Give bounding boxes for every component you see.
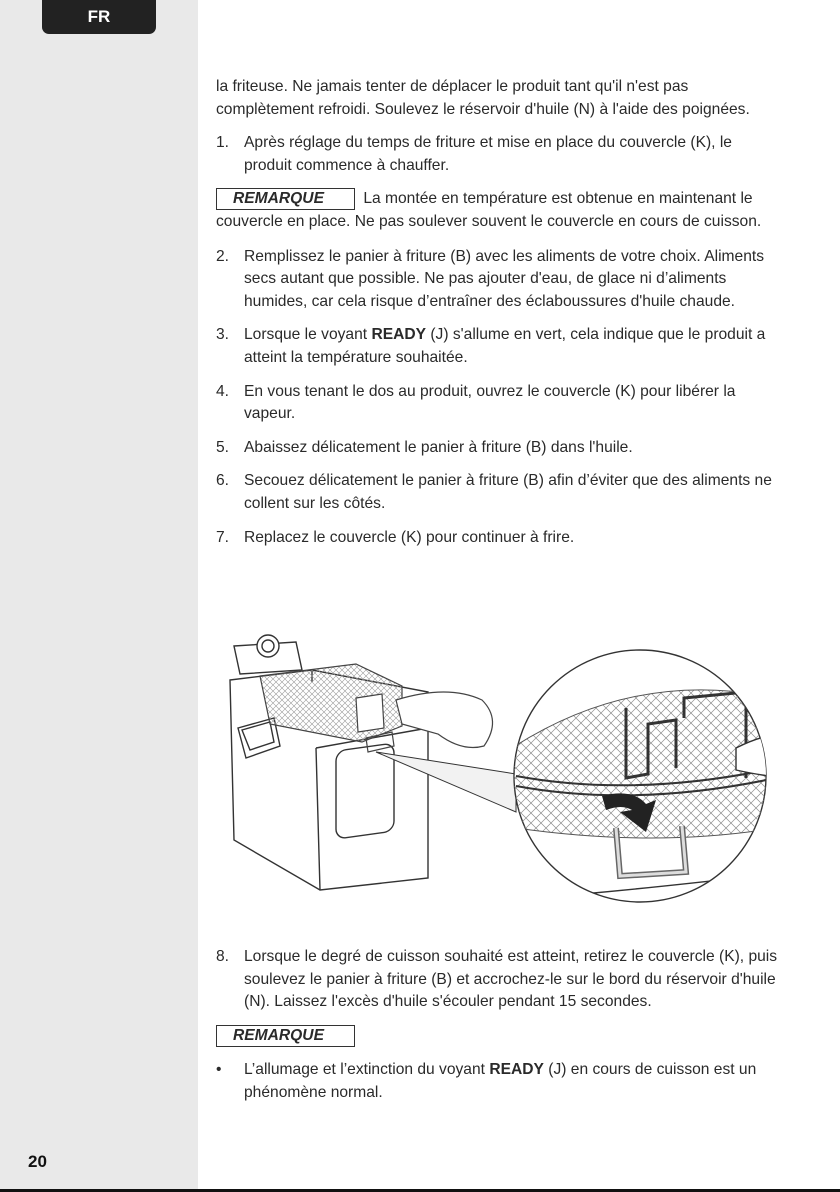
main-text-continued: [216, 946, 782, 1105]
language-label: FR: [87, 7, 111, 26]
step-3: [216, 324, 782, 369]
step-number: 1.: [216, 134, 230, 152]
step-text: En vous tenant le dos au produit, ouvrez le couvercle (K) pour libérer la vapeur.: [244, 382, 736, 423]
step-text: Replacez le couvercle (K) pour continuer à frire.: [244, 528, 575, 546]
left-margin-band: [0, 0, 198, 1192]
step-number: 3.: [216, 326, 230, 344]
step-text: [244, 324, 782, 369]
bullet-text-part: L’allumage et l’extinction du voyant: [244, 1061, 490, 1079]
intro-paragraph: la friteuse. Ne jamais tenter de déplacer le produit tant qu'il n'est pas complètement refroidi. Soulevez le réservoir d'huile (N) à l'aide des poignées.: [216, 78, 750, 118]
bullet-symbol: •: [216, 1061, 222, 1079]
step-number: 8.: [216, 948, 230, 965]
language-tab: [42, 0, 156, 34]
detail-magnifier: [512, 650, 782, 918]
step-text: Après réglage du temps de friture et mise en place du couvercle (K), le produit commence à chauffer.: [244, 134, 732, 174]
step-number: 7.: [216, 528, 230, 546]
step-text: Abaissez délicatement le panier à friture (B) dans l'huile.: [244, 438, 633, 456]
step-7: [216, 527, 782, 550]
note-paragraph: [216, 188, 782, 233]
bullet-text-part: (J) en cours de cuisson est un phénomène normal.: [244, 1061, 757, 1101]
main-text: [216, 76, 782, 560]
step-8: [216, 946, 782, 1014]
ready-label: READY: [371, 326, 427, 344]
step-number: 5.: [216, 438, 230, 456]
note-label-box: REMARQUE: [216, 1025, 355, 1047]
step-2: [216, 246, 782, 314]
step-5: [216, 437, 782, 460]
bullet-item: [216, 1059, 782, 1104]
page-number: 20: [28, 1152, 47, 1171]
step-6: [216, 470, 782, 515]
step-text-part: (J) s'allume en vert, cela indique que le produit a atteint la température souhaitée.: [244, 326, 766, 366]
note-text: La montée en température est obtenue en maintenant le couvercle en place. Ne pas soulever souvent le couvercle en cours de cuisson.: [216, 190, 762, 230]
step-number: 6.: [216, 472, 230, 490]
step-text: Lorsque le degré de cuisson souhaité est atteint, retirez le couvercle (K), puis soulevez le panier à friture (B) et accrochez-le sur le bord du réservoir d'huile (N). Laissez l'excès d'huile s'écouler pendant 15 secondes.: [244, 948, 778, 1011]
note-label-box: REMARQUE: [216, 188, 355, 210]
bullet-text: [244, 1059, 782, 1104]
step-text: Secouez délicatement le panier à friture (B) afin d’éviter que des aliments ne collent sur les côtés.: [244, 472, 772, 512]
step-text-part: Lorsque le voyant: [244, 326, 372, 344]
step-4: [216, 381, 782, 426]
fryer-illustration: [216, 628, 782, 940]
note-2: [216, 1025, 782, 1048]
step-1: [216, 132, 782, 177]
step-number: 4.: [216, 382, 230, 400]
step-text: Remplissez le panier à friture (B) avec les aliments de votre choix. Aliments secs autant que possible. Ne pas ajouter d'eau, de glace ni d’aliments humides, car cela risque d’entraîner des éclaboussures d'huile chaude.: [244, 247, 764, 310]
ready-label: READY: [489, 1061, 544, 1079]
step-number: 2.: [216, 247, 230, 265]
